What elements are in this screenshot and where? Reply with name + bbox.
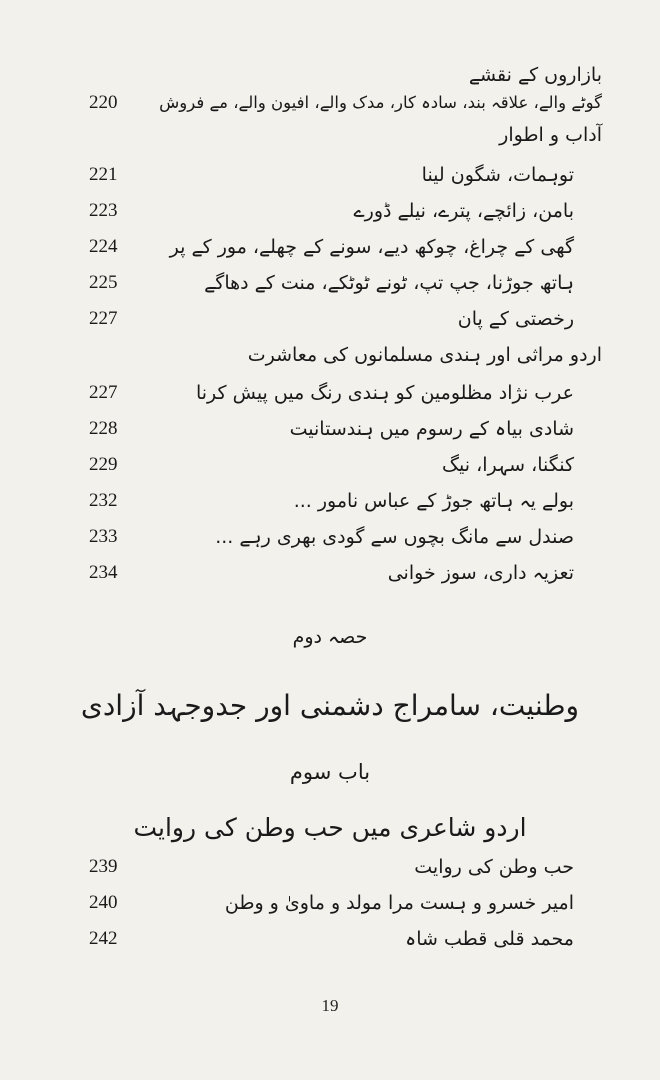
page-number: 240 [89, 892, 118, 913]
page-number: 224 [89, 236, 118, 257]
toc-entry [0, 448, 660, 482]
entry-text: صندل سے مانگ بچوں سے گودی بھری رہے ... [215, 526, 574, 548]
entry-text: تعزیہ داری، سوز خوانی [387, 562, 574, 584]
page-number: 232 [89, 490, 118, 511]
part-heading: حصہ دوم [292, 626, 368, 648]
toc-heading-marsiya [0, 338, 660, 372]
entry-text: گوٹے والے، علاقہ بند، سادہ کار، مدک والے، افیون والے، مے فروش [159, 93, 602, 112]
entry-text: بولے یہ ہاتھ جوڑ کے عباس نامور ... [293, 490, 574, 512]
chapter-heading: باب سوم [289, 760, 371, 784]
page-number: 227 [89, 382, 118, 403]
entry-text: اردو مراثی اور ہندی مسلمانوں کی معاشرت [247, 344, 602, 366]
toc-entry [0, 484, 660, 518]
toc-heading-manners [0, 118, 660, 152]
toc-entry [0, 886, 660, 920]
page-number: 223 [89, 200, 118, 221]
entry-text: کنگنا، سہرا، نیگ [442, 454, 574, 476]
toc-entry [0, 556, 660, 590]
toc-entry [0, 194, 660, 228]
entry-text: محمد قلی قطب شاہ [405, 928, 574, 950]
page-number: 242 [89, 928, 118, 949]
page-folio: 19 [321, 996, 339, 1015]
page-number: 229 [89, 454, 118, 475]
page-number: 239 [89, 856, 118, 877]
part-title: وطنیت، سامراج دشمنی اور جدوجہد آزادی [80, 689, 580, 722]
toc-entry [0, 86, 660, 120]
entry-text: گھی کے چراغ، چوکھ دیے، سونے کے چھلے، مور کے پر [169, 236, 574, 258]
entry-text: ہاتھ جوڑنا، جپ تپ، ٹونے ٹوٹکے، منت کے دھاگے [204, 272, 574, 294]
page-number: 227 [89, 308, 118, 329]
entry-text: توہمات، شگون لینا [421, 164, 574, 186]
toc-entry [0, 266, 660, 300]
toc-entry [0, 850, 660, 884]
page-number: 221 [89, 164, 118, 185]
chapter-title: اردو شاعری میں حب وطن کی روایت [133, 813, 527, 842]
toc-entry [0, 302, 660, 336]
entry-text: بازاروں کے نقشے [468, 64, 602, 86]
entry-text: عرب نژاد مظلومین کو ہندی رنگ میں پیش کرنا [195, 382, 574, 404]
toc-entry [0, 922, 660, 956]
page-number: 233 [89, 526, 118, 547]
entry-text: آداب و اطوار [499, 124, 602, 146]
entry-text: امیر خسرو و ہست مرا مولد و ماویٰ و وطن [224, 892, 574, 914]
page-number: 234 [89, 562, 118, 583]
entry-text: حب وطن کی روایت [414, 856, 574, 878]
entry-text: شادی بیاہ کے رسوم میں ہندستانیت [289, 418, 574, 440]
entry-text: رخصتی کے پان [457, 308, 574, 330]
toc-entry [0, 376, 660, 410]
toc-entry [0, 520, 660, 554]
page-number: 225 [89, 272, 118, 293]
page-number: 220 [89, 92, 118, 113]
entry-text: بامن، زائچے، پترے، نیلے ڈورے [353, 200, 574, 222]
page-number: 228 [89, 418, 118, 439]
toc-entry [0, 230, 660, 264]
toc-entry [0, 158, 660, 192]
toc-entry [0, 412, 660, 446]
